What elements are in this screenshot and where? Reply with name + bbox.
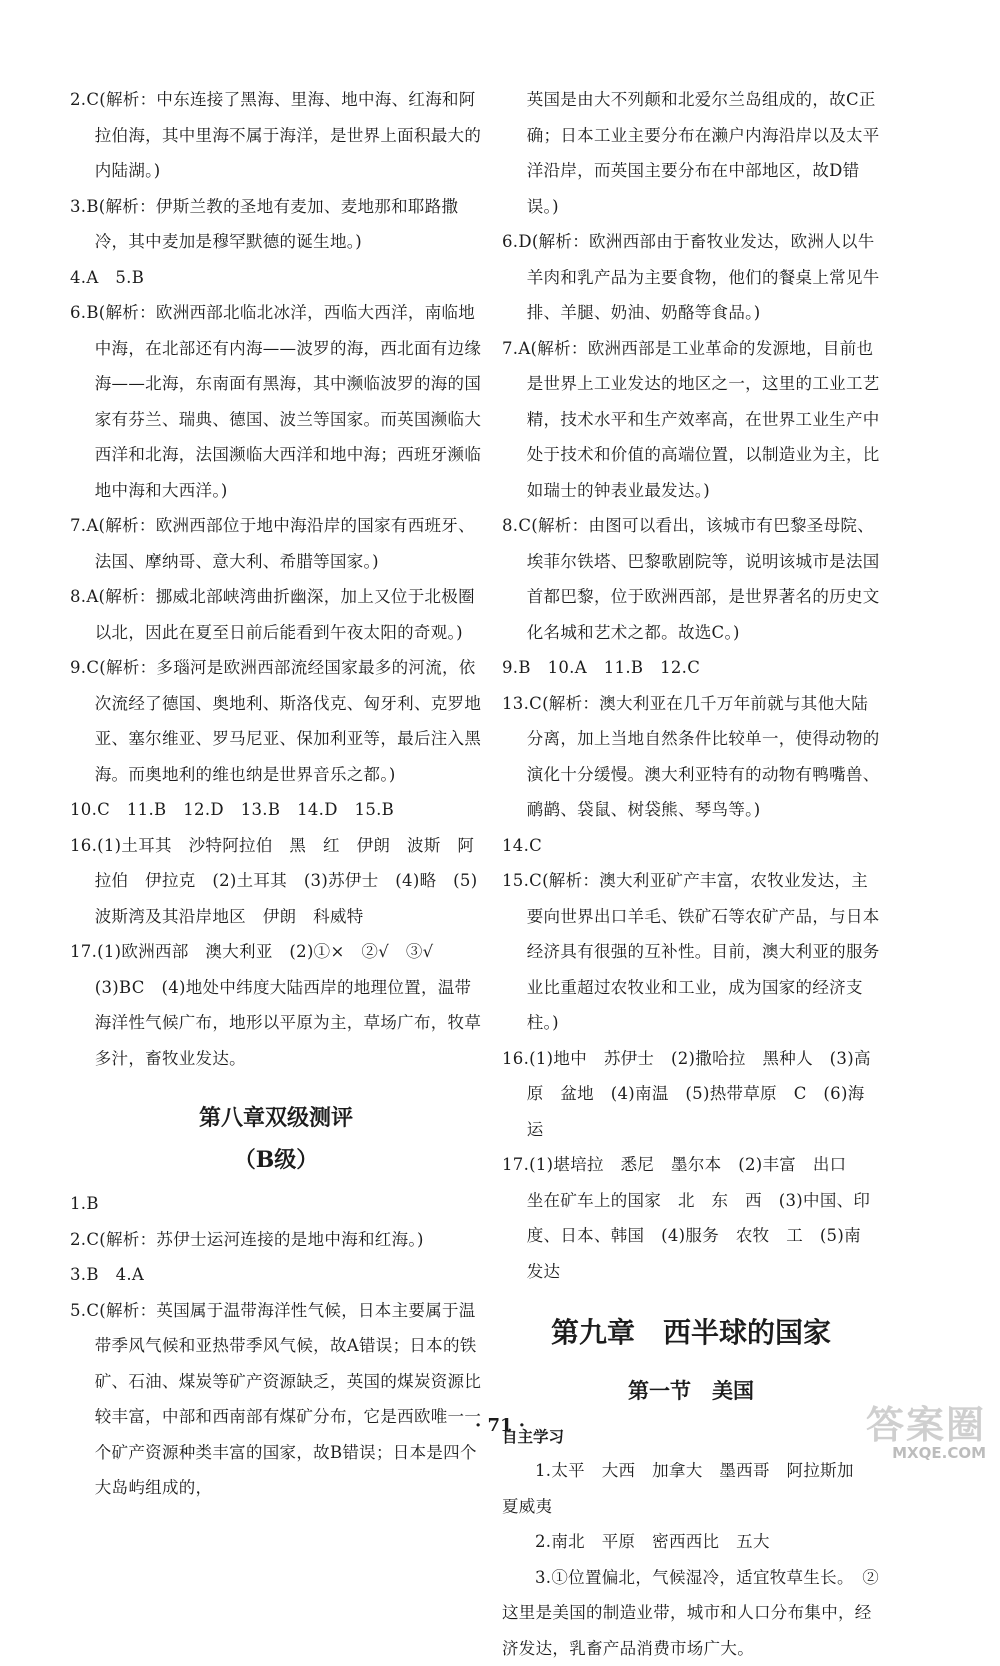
b-answer-15: 15.C(解析：澳大利亚矿产丰富，农牧业发达，主要向世界出口羊毛、铁矿石等农矿产品，与日本经济具有很强的互补性。目前，澳大利亚的服务业比重超过农牧业和工业，成为国家的经济支柱。) [502,863,880,1041]
b-answer-2: 2.C(解析：苏伊士运河连接的是地中海和红海。) [70,1222,482,1258]
answer-4-5: 4.A 5.B [70,260,482,296]
b-answer-5-continued: 英国是由大不列颠和北爱尔兰岛组成的，故C正确；日本工业主要分布在濑户内海沿岸以及太平洋沿岸，而英国主要分布在中部地区，故D错误。) [502,82,880,224]
b-answer-16: 16.(1)地中 苏伊士 (2)撒哈拉 黑种人 (3)高原 盆地 (4)南温 (5)热带草原 C (6)海运 [502,1041,880,1148]
b-answer-17: 17.(1)堪培拉 悉尼 墨尔本 (2)丰富 出口 坐在矿车上的国家 北 东 西 (3)中国、印度、日本、韩国 (4)服务 农牧 工 (5)南 发达 [502,1147,880,1289]
page-number: · 71 · [0,1415,1000,1436]
self-study-1: 1.太平 大西 加拿大 墨西哥 阿拉斯加 夏威夷 [502,1453,880,1524]
b-answer-6: 6.D(解析：欧洲西部由于畜牧业发达，欧洲人以牛羊肉和乳产品为主要食物，他们的餐桌上常见牛排、羊腿、奶油、奶酪等食品。) [502,224,880,331]
self-study-2: 2.南北 平原 密西西比 五大 [502,1524,880,1560]
answer-8: 8.A(解析：挪威北部峡湾曲折幽深，加上又位于北极圈以北，因此在夏至日前后能看到午夜太阳的奇观。) [70,579,482,650]
answer-2: 2.C(解析：中东连接了黑海、里海、地中海、红海和阿拉伯海，其中里海不属于海洋，是世界上面积最大的内陆湖。) [70,82,482,189]
answer-6: 6.B(解析：欧洲西部北临北冰洋，西临大西洋，南临地中海，在北部还有内海——波罗的海，西北面有边缘海——北海，东南面有黑海，其中濒临波罗的海的国家有芬兰、瑞典、德国、波兰等国家。而英国濒临大西洋和北海，法国濒临大西洋和地中海；西班牙濒临地中海和大西洋。) [70,295,482,508]
self-study-3: 3.①位置偏北，气候湿冷，适宜牧草生长。 ②这里是美国的制造业带，城市和人口分布集中，经济发达，乳畜产品消费市场广大。 [502,1560,880,1666]
b-answer-8: 8.C(解析：由图可以看出，该城市有巴黎圣母院、埃菲尔铁塔、巴黎歌剧院等，说明该城市是法国首都巴黎，位于欧洲西部，是世界著名的历史文化名城和艺术之都。故选C。) [502,508,880,650]
watermark-url: MXQE.COM [846,1444,986,1462]
chapter-8-title: 第八章双级测评 [70,1098,482,1138]
answer-7: 7.A(解析：欧洲西部位于地中海沿岸的国家有西班牙、法国、摩纳哥、意大利、希腊等国家。) [70,508,482,579]
b-answer-13: 13.C(解析：澳大利亚在几千万年前就与其他大陆分离，加上当地自然条件比较单一，使得动物的演化十分缓慢。澳大利亚特有的动物有鸭嘴兽、鸸鹋、袋鼠、树袋熊、琴鸟等。) [502,686,880,828]
answer-10-15: 10.C 11.B 12.D 13.B 14.D 15.B [70,792,482,828]
b-answer-3-4: 3.B 4.A [70,1257,482,1293]
b-answer-9-12: 9.B 10.A 11.B 12.C [502,650,880,686]
b-answer-14: 14.C [502,828,880,864]
b-answer-1: 1.B [70,1186,482,1222]
watermark-logo: 答案圈 [846,1406,986,1444]
answer-16: 16.(1)土耳其 沙特阿拉伯 黑 红 伊朗 波斯 阿拉伯 伊拉克 (2)土耳其 (3)苏伊士 (4)略 (5)波斯湾及其沿岸地区 伊朗 科威特 [70,828,482,935]
section-title: 第一节 美国 [502,1371,880,1411]
b-answer-5: 5.C(解析：英国属于温带海洋性气候，日本主要属于温带季风气候和亚热带季风气候，故A错误；日本的铁矿、石油、煤炭等矿产资源缺乏，英国的煤炭资源比较丰富，中部和西南部有煤矿分布，它是西欧唯一一个矿产资源种类丰富的国家，故B错误；日本是四个大岛屿组成的， [70,1293,482,1506]
b-answer-7: 7.A(解析：欧洲西部是工业革命的发源地，目前也是世界上工业发达的地区之一，这里的工业工艺精，技术水平和生产效率高，在世界工业生产中处于技术和价值的高端位置，以制造业为主，比如瑞士的钟表业最发达。) [502,331,880,509]
answer-3: 3.B(解析：伊斯兰教的圣地有麦加、麦地那和耶路撒冷，其中麦加是穆罕默德的诞生地。) [70,189,482,260]
left-column [70,82,482,1506]
self-study-heading: 自主学习 [502,1421,880,1453]
watermark [846,1406,986,1462]
answer-9: 9.C(解析：多瑙河是欧洲西部流经国家最多的河流，依次流经了德国、奥地利、斯洛伐克、匈牙利、克罗地亚、塞尔维亚、罗马尼亚、保加利亚等，最后注入黑海。而奥地利的维也纳是世界音乐之都。) [70,650,482,792]
level-title: （B级） [70,1138,482,1182]
answer-17: 17.(1)欧洲西部 澳大利亚 (2)①× ②√ ③√ (3)BC (4)地处中纬度大陆西岸的地理位置，温带海洋性气候广布，地形以平原为主，草场广布，牧草多汁，畜牧业发达。 [70,934,482,1076]
chapter-9-title: 第九章 西半球的国家 [502,1311,880,1355]
